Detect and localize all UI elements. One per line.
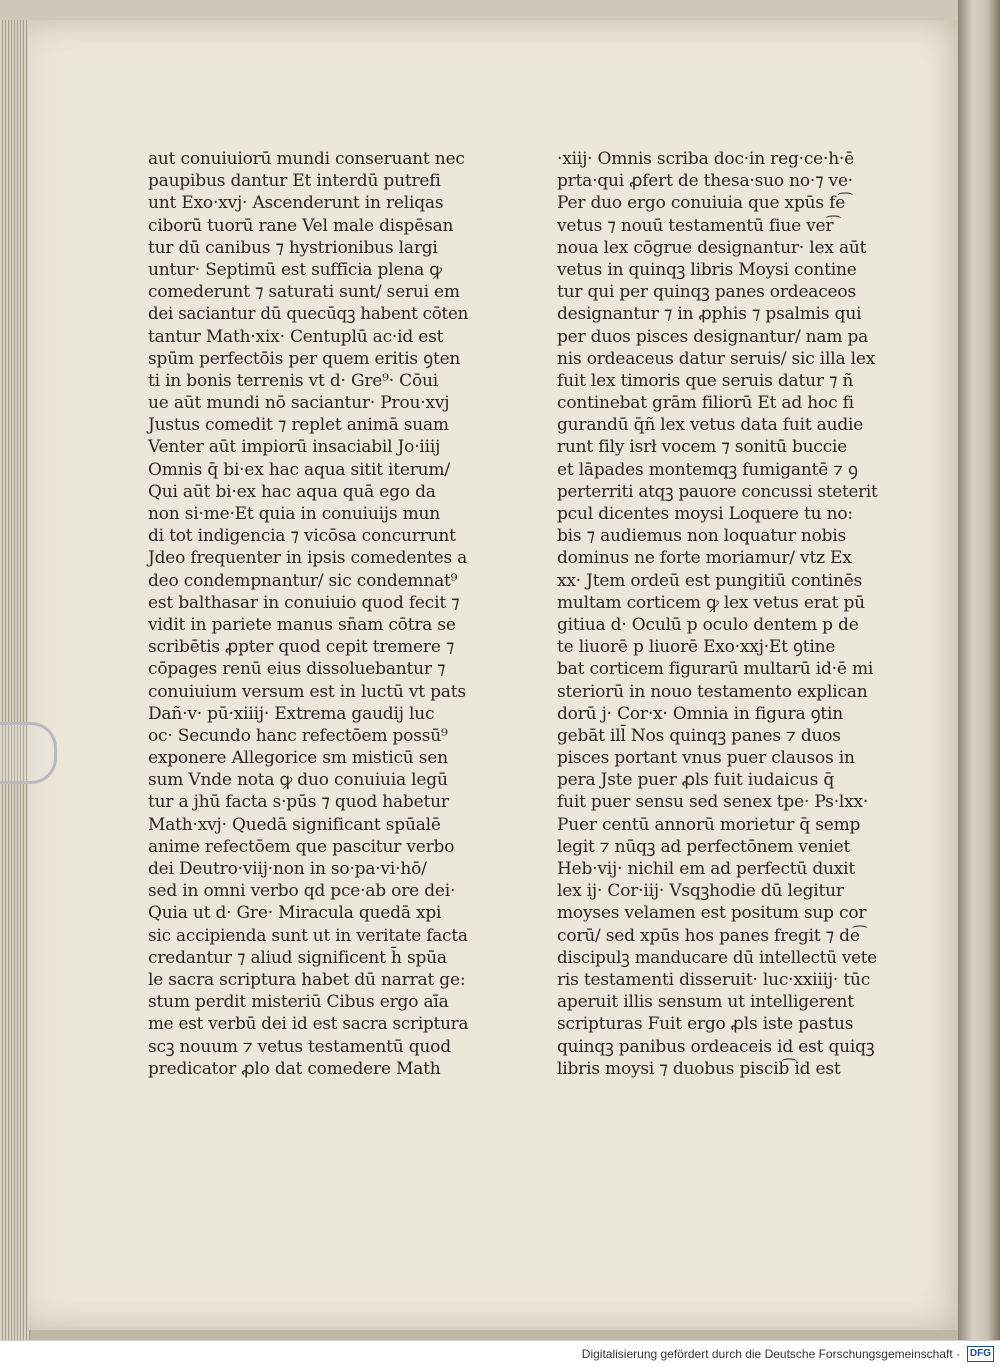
text-line: aut conuiuiorū mundi conseruant nec (148, 149, 465, 169)
text-line: credantur ⁊ aliud significent h̄ spūa (148, 947, 447, 968)
text-line: vetus in quinqꝫ libris Moysi contine (557, 259, 857, 280)
text-line: xx· Jtem ordeū est pungitiū continēs (557, 570, 863, 591)
left-page-edges (0, 20, 30, 1340)
text-line: sed in omni verbo qd pce·ab ore dei· (148, 881, 456, 902)
text-line: vetus ⁊ nouū testamentū fiue ver͡ (557, 215, 834, 236)
text-line: Math·xvj· Quedā significant spūalē (148, 814, 441, 835)
text-line: paupibus dantur Et interdū putrefi (148, 171, 441, 192)
text-line: predicator ꝓlo dat comedere Math (148, 1058, 441, 1079)
text-line: prta·qui ꝓfert de thesa·suo no·⁊ ve· (557, 171, 854, 192)
text-line: lex ij· Cor·iij· Vsqꝫhodie dū legitur (557, 881, 844, 902)
text-line: perterriti atqꝫ pauore concussi steterit (557, 481, 878, 502)
text-line: continebat grām filiorū Et ad hoc fi (557, 393, 854, 414)
text-line: exponere Allegorice sm misticū sen (148, 748, 448, 769)
text-line: pisces portant vnus puer clausos in (557, 748, 855, 769)
text-line: per duos pisces designantur/ nam pa (557, 326, 869, 347)
text-line: ti in bonis terrenis vt d· Gre⁹· Cōui (148, 370, 438, 391)
right-text-column (557, 148, 877, 1080)
text-line: dominus ne forte moriamur/ vtz Ex (557, 548, 852, 569)
text-line: Puer centū annorū morietur q̄ semp (557, 814, 861, 835)
top-book-edge (0, 0, 1000, 22)
text-line: bis ⁊ audiemus non loquatur nobis (557, 526, 847, 547)
text-line: tur dū canibus ⁊ hystrionibus largi (148, 237, 438, 258)
text-line: vidit in pariete manus sn̄am cōtra se (148, 614, 456, 635)
text-line: anime refectōem que pascitur verbo (148, 836, 455, 857)
text-line: multam corticem ꝙ lex vetus erat pū (557, 592, 865, 613)
dfg-logo-icon: DFG (967, 1346, 994, 1362)
text-line: et lāpades montemqꝫ fumigantē ⁊ ꝯ (557, 459, 858, 480)
text-line: ue aūt mundi nō saciantur· Prou·xvj (148, 393, 450, 414)
text-line: non si·me·Et quia in conuiuijs mun (148, 504, 441, 524)
text-line: stum perdit misteriū Cibus ergo aīa (148, 992, 449, 1013)
text-line: nis ordeaceus datur seruis/ sic illa lex (557, 348, 876, 369)
text-line: sic accipienda sunt ut in veritate facta (148, 925, 468, 946)
left-text-column (148, 148, 468, 1080)
text-line: conuiuium versum est in luctū vt pats (148, 681, 466, 702)
text-line: fuit lex timoris que seruis datur ⁊ ñ (557, 370, 854, 391)
text-line: deo condempnantur/ sic condemnat⁹ (148, 570, 458, 591)
text-line: le sacra scriptura habet dū narrat ge: (148, 969, 466, 990)
text-line: spūm perfectōis per quem eritis ꝯten (148, 348, 461, 369)
text-line: Venter aūt impiorū insaciabil Jo·iiij (148, 437, 441, 458)
text-line: designantur ⁊ in ꝓphis ⁊ psalmis qui (557, 304, 862, 325)
text-line: cōpages renū eius dissoluebantur ⁊ (148, 659, 446, 680)
text-line: est balthasar in conuiuio quod fecit ⁊ (148, 592, 460, 613)
text-line: ris testamenti disseruit· luc·xxiiij· tūc (557, 969, 871, 990)
text-line: untur· Septimū est suffīcia plena ꝙ (148, 259, 442, 280)
text-line: comederunt ⁊ saturati sunt/ serui em (148, 282, 460, 303)
text-line: aperuit illis sensum ut intelligerent (557, 992, 854, 1013)
text-line: Jdeo frequenter in ipsis comedentes a (148, 548, 468, 569)
text-line: legit ⁊ nūqꝫ ad perfectōnem veniet (557, 836, 851, 857)
text-line: steriorū in nouo testamento explican (557, 681, 868, 702)
text-line: bat corticem figurarū multarū id·ē mi (557, 659, 874, 680)
text-line: libris moysi ⁊ duobus piscib͡ id est (557, 1058, 841, 1079)
text-line: Qui aūt bi·ex hac aqua quā ego da (148, 481, 436, 502)
text-line: ·xiij· Omnis scriba doc·in reg·ce·h·ē (557, 149, 855, 169)
text-line: fuit puer sensu sed senex tpe· Ps·lxx· (557, 792, 869, 813)
text-line: unt Exo·xvj· Ascenderunt in reliqas (148, 193, 444, 214)
text-line: Per duo ergo conuiuia que xpūs fe͡ (557, 193, 846, 214)
book-gutter (958, 0, 1000, 1340)
text-line: dei saciantur dū quecūqꝫ habent cōten (148, 304, 469, 325)
text-line: scribētis ꝓpter quod cepit tremere ⁊ (148, 637, 455, 658)
footer-credit: Digitalisierung gefördert durch die Deutsche Forschungsgemeinschaft · (581, 1347, 960, 1361)
text-line: dorū j· Cor·x· Omnia in figura ꝯtin (557, 703, 844, 724)
text-line: quinqꝫ panibus ordeaceis id est quiqꝫ (557, 1036, 875, 1057)
text-line: oc· Secundo hanc refectōem possū⁹ (148, 725, 448, 746)
text-line: sum Vnde nota ꝙ duo conuiuia legū (148, 770, 448, 791)
text-line: me est verbū dei id est sacra scriptura (148, 1014, 469, 1035)
text-line: pcul dicentes moysi Loquere tu no: (557, 504, 853, 524)
text-line: pera Jste puer ꝓls fuit iudaicus q̄ (557, 770, 835, 791)
text-line: Justus comedit ⁊ replet animā suam (148, 415, 449, 436)
text-line: tantur Math·xix· Centuplū ac·id est (148, 326, 444, 347)
text-line: Dañ·v· pū·xiiij· Extrema gaudij luc (148, 703, 435, 724)
text-line: tur qui per quinqꝫ panes ordeaceos (557, 282, 856, 303)
text-line: runt fily isrł vocem ⁊ sonitū buccie (557, 437, 848, 458)
text-line: gurandū q̄ñ lex vetus data fuit audie (557, 415, 864, 436)
text-line: ciborū tuorū rane Vel male dispēsan (148, 215, 454, 236)
text-line: scripturas Fuit ergo ꝓls iste pastus (557, 1014, 854, 1035)
text-line: noua lex cōgrue designantur· lex aūt (557, 237, 867, 258)
page-clip-icon (0, 722, 57, 784)
text-line: gitiua d· Oculū p oculo dentem p de (557, 614, 859, 635)
text-line: te liuorē p liuorē Exo·xxj·Et ꝯtine (557, 637, 836, 658)
text-line: scꝫ nouum ⁊ vetus testamentū quod (148, 1036, 451, 1057)
text-line: gebāt ill̄ Nos quinqꝫ panes ⁊ duos (557, 725, 841, 746)
text-line: di tot indigencia ⁊ vicōsa concurrunt (148, 526, 456, 547)
text-line: Quia ut d· Gre· Miracula quedā xpi (148, 903, 442, 924)
footer-bar (0, 1340, 1000, 1367)
text-line: corū/ sed xpūs hos panes fregit ⁊ de͡ (557, 925, 860, 946)
text-line: Heb·vij· nichil em ad perfectū duxit (557, 859, 856, 879)
text-line: moyses velamen est positum sup cor (557, 903, 867, 924)
text-line: discipulꝫ manducare dū intellectū vete (557, 947, 877, 968)
text-line: tur a jhū facta s·pūs ⁊ quod habetur (148, 792, 449, 813)
text-line: Omnis q̄ bi·ex hac aqua sitit iterum/ (148, 459, 450, 480)
text-line: dei Deutro·viij·non in so·pa·vi·hō/ (148, 859, 427, 879)
